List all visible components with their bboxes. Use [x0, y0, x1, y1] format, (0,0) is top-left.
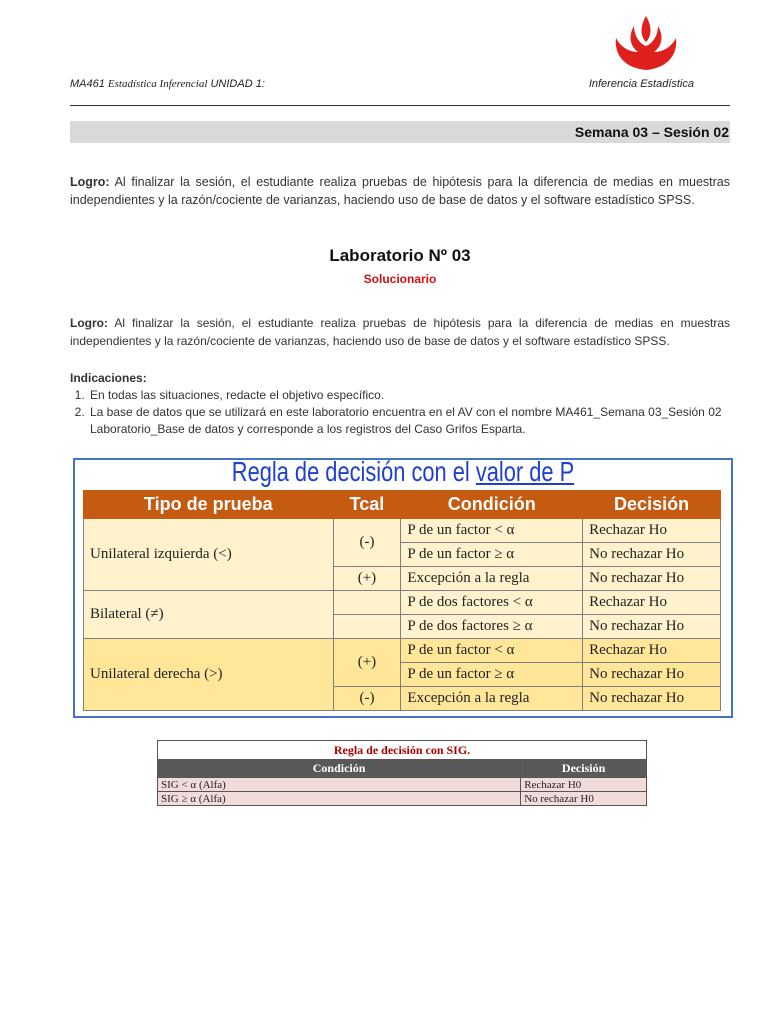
rule-p-title [146, 456, 661, 488]
lab-title: Laboratorio Nº 03 [329, 246, 471, 265]
tcal-cell [333, 591, 401, 615]
dec-cell: No rechazar H0 [521, 792, 647, 806]
table-row [158, 778, 647, 792]
table-title-row [158, 741, 647, 760]
tipo-cell: Unilateral izquierda (<) [84, 519, 334, 591]
tcal-cell: (+) [333, 567, 401, 591]
dec-cell: No rechazar Ho [583, 543, 721, 567]
tcal-cell: (+) [333, 639, 401, 687]
dec-cell: No rechazar Ho [583, 663, 721, 687]
col-header: Decisión [583, 491, 721, 519]
cond-cell: P de un factor ≥ α [401, 543, 583, 567]
dec-cell: Rechazar Ho [583, 519, 721, 543]
header-topic: Inferencia Estadística [588, 78, 694, 90]
col-header: Decisión [521, 760, 647, 778]
header-divider [70, 105, 730, 106]
tipo-cell: Unilateral derecha (>) [84, 639, 334, 711]
table-row [158, 792, 647, 806]
table-row [84, 591, 721, 615]
logro-paragraph-1 [70, 173, 730, 209]
logro-label: Logro: [70, 316, 108, 330]
rule-p-title-link: valor de P [475, 456, 575, 487]
dec-cell: No rechazar Ho [583, 687, 721, 711]
tcal-cell: (-) [333, 519, 401, 567]
dec-cell: Rechazar Ho [583, 591, 721, 615]
cond-cell: P de dos factores < α [401, 591, 583, 615]
table-row [84, 519, 721, 543]
course-name: Estadística Inferencial [107, 78, 208, 90]
dec-cell: No rechazar Ho [583, 567, 721, 591]
cond-cell: P de un factor < α [401, 519, 583, 543]
tipo-cell: Bilateral (≠) [84, 591, 334, 639]
rule-p-table [83, 490, 721, 711]
table-header-row [158, 760, 647, 778]
dec-cell: Rechazar H0 [521, 778, 647, 792]
cond-cell: SIG < α (Alfa) [158, 778, 521, 792]
indicaciones-list [70, 387, 730, 438]
list-item: 2. La base de datos que se utilizará en este laboratorio encuentra en el AV con el nombre MA461_Semana 03_Sesión 02 Laboratorio_Base de datos y corresponde a los registros del Caso Grifos Esparta. [88, 404, 730, 438]
header-course [70, 78, 265, 90]
dec-cell: No rechazar Ho [583, 615, 721, 639]
logro-text: Al finalizar la sesión, el estudiante realiza pruebas de hipótesis para la diferencia de medias en muestras independientes y la razón/cociente de varianzas, haciendo uso de base de datos y el software estadístico SPSS. [70, 175, 730, 207]
logro-label: Logro: [70, 175, 110, 189]
cond-cell: P de un factor < α [401, 639, 583, 663]
col-header: Condición [401, 491, 583, 519]
rule-sig-title: Regla de decisión con SIG. [158, 741, 647, 760]
indicaciones-title: Indicaciones: [70, 371, 147, 385]
indicaciones [70, 370, 730, 438]
cond-cell: P de dos factores ≥ α [401, 615, 583, 639]
week-session: Semana 03 – Sesión 02 [574, 124, 729, 140]
table-row [84, 639, 721, 663]
unit-label: UNIDAD 1: [210, 78, 265, 90]
logro-text: Al finalizar la sesión, el estudiante realiza pruebas de hipótesis para la diferencia de medias en muestras independientes y la razón/cociente de varianzas, haciendo uso de base de datos y el software estadístico SPSS. [70, 316, 731, 348]
dec-cell: Rechazar Ho [583, 639, 721, 663]
lab-subtitle: Solucionario [363, 272, 437, 286]
upc-logo-icon [606, 12, 686, 72]
tcal-cell: (-) [333, 687, 401, 711]
rule-p-title-text: Regla de decisión con el [231, 456, 476, 487]
course-code: MA461 [70, 78, 105, 90]
cond-cell: SIG ≥ α (Alfa) [158, 792, 521, 806]
list-item: 1. En todas las situaciones, redacte el objetivo específico. [88, 387, 730, 404]
col-header: Condición [158, 760, 521, 778]
col-header: Tipo de prueba [84, 491, 334, 519]
table-header-row [84, 491, 721, 519]
tcal-cell [333, 615, 401, 639]
cond-cell: Excepción a la regla [401, 567, 583, 591]
rule-sig-table [157, 740, 647, 806]
cond-cell: P de un factor ≥ α [401, 663, 583, 687]
col-header: Tcal [333, 491, 401, 519]
logro-paragraph-2 [70, 314, 730, 350]
cond-cell: Excepción a la regla [401, 687, 583, 711]
